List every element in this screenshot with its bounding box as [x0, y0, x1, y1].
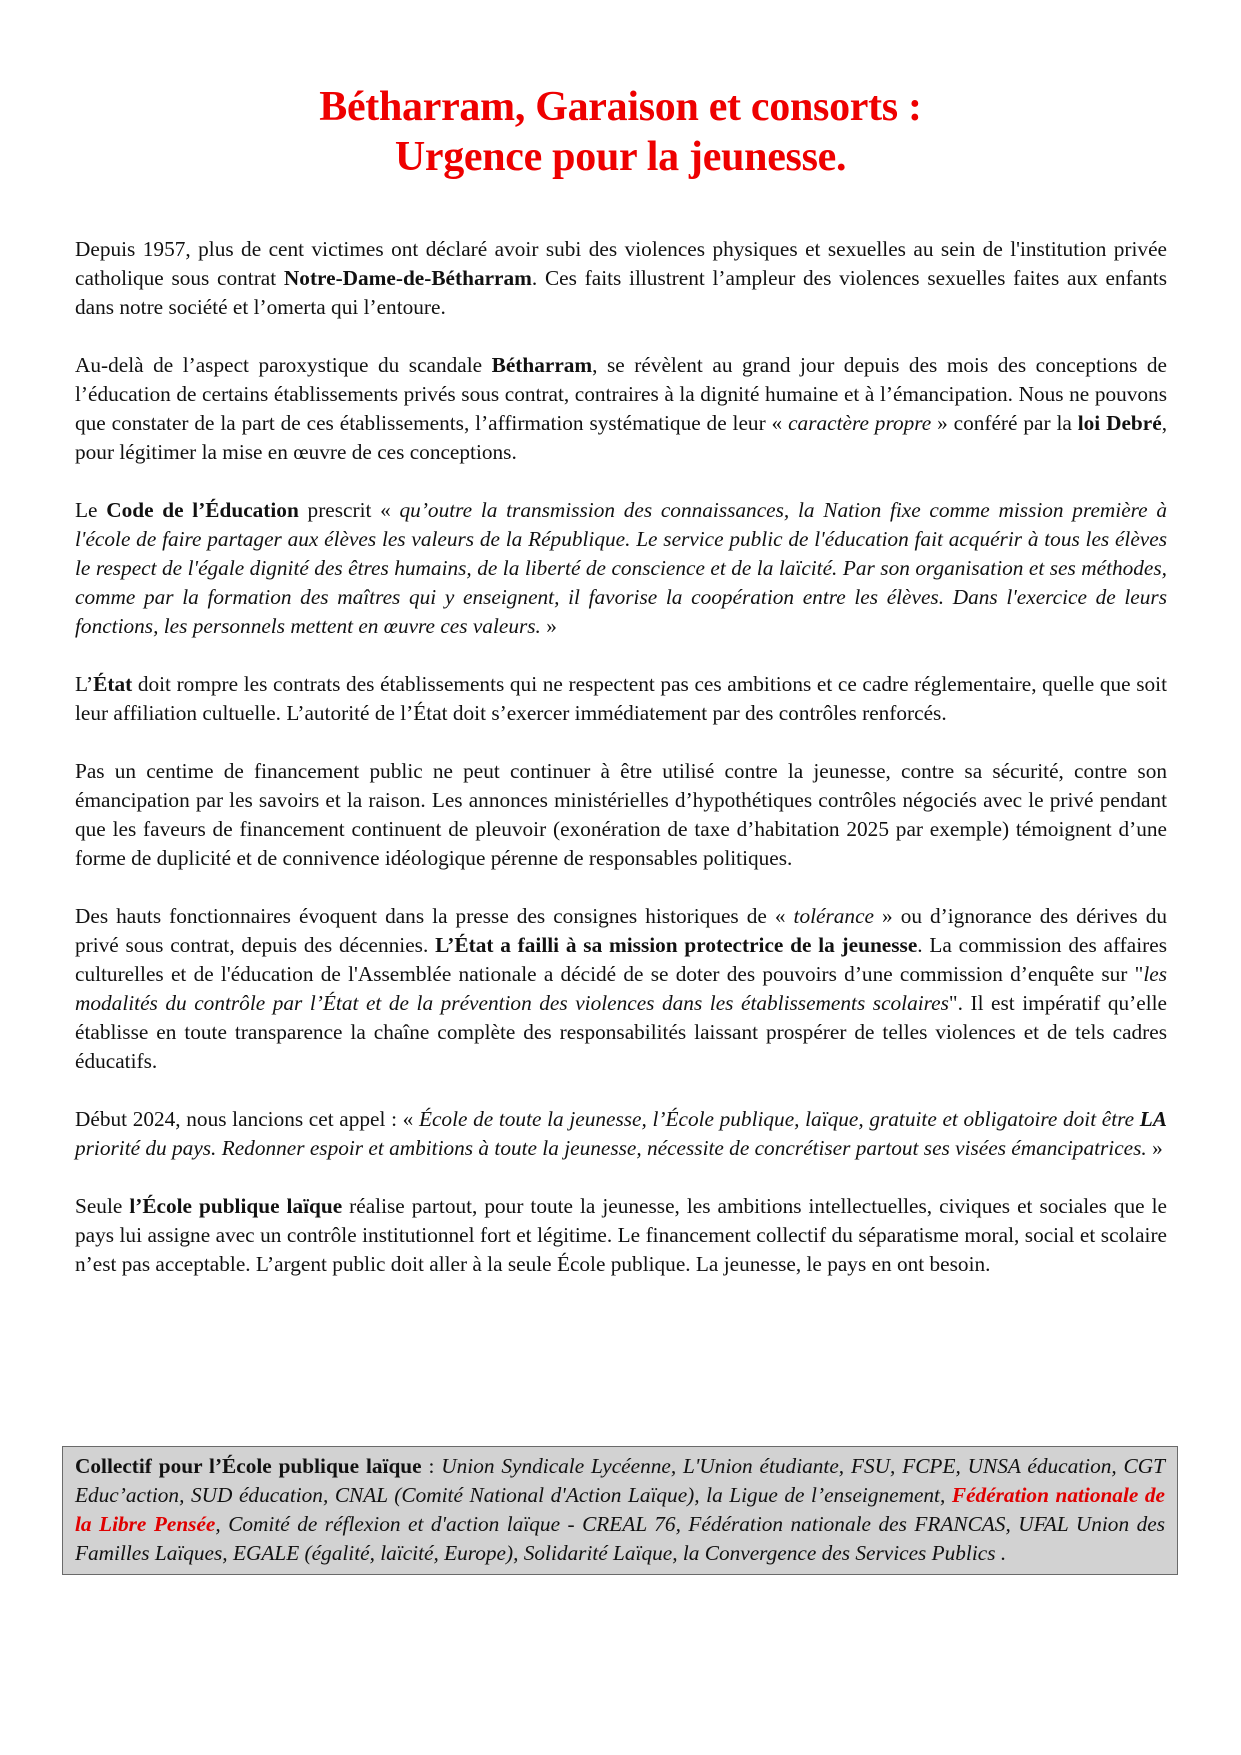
title-line-1: Bétharram, Garaison et consorts :: [319, 84, 922, 130]
quotation-italic: qu’outre la transmission des connaissances, la Nation fixe comme mission première à l'école de faire partager aux élèves les valeurs de la République. Le service public de l'éducation fait acquérir à tous les élèves le respect de l'égale dignité des êtres humains, de la liberté de conscience et de la laïcité. Par son organisation et ses méthodes, comme par la formation des maîtres qui y enseignent, il favorise la coopération entre les élèves. Dans l'exercice de leurs fonctions, les personnels mettent en œuvre ces valeurs.: [75, 498, 1167, 638]
emphasis-bold-italic: LA: [1139, 1107, 1167, 1131]
signatory-highlight: Fédération nationale de la Libre Pensée: [75, 1483, 1166, 1536]
emphasis-bold: loi Debré: [1077, 411, 1162, 435]
text: réalise partout, pour toute la jeunesse, les ambitions intellectuelles, civiques et sociales que le pays lui assigne avec un contrôle institutionnel fort et légitime. Le financement collectif du séparatisme moral, social et scolaire n’est pas acceptable. L’argent public doit aller à la seule École publique. La jeunesse, le pays en ont besoin.: [75, 1194, 1167, 1276]
text: »: [540, 614, 557, 638]
signatories-list: , Comité de réflexion et d'action laïque - CREAL 76, Fédération nationale des FRANCAS, UFAL Union des Familles Laïques, EGALE (égalité, laïcité, Europe), Solidarité Laïque, la Convergence des Services Publics .: [75, 1512, 1165, 1565]
text: »: [1146, 1136, 1163, 1160]
title-line-2: Urgence pour la jeunesse.: [394, 134, 847, 180]
emphasis-bold: État: [93, 672, 133, 696]
emphasis-bold: l’École publique laïque: [129, 1194, 343, 1218]
text: , pour légitimer la mise en œuvre de ces conceptions.: [75, 411, 1168, 464]
text: , se révèlent au grand jour depuis des mois des conceptions de l’éducation de certains établissements privés sous contrat, contraires à la dignité humaine et à l’émancipation. Nous ne pouvons que constater de la part de ces établissements, l’affirmation systématique de leur «: [75, 353, 1167, 435]
paragraph-8: [75, 1192, 1167, 1279]
text: Seule: [75, 1194, 130, 1218]
paragraph-2: [75, 351, 1167, 467]
text: Pas un centime de financement public ne peut continuer à être utilisé contre la jeunesse, contre sa sécurité, contre son émancipation par les savoirs et la raison. Les annonces ministérielles d’hypothétiques contrôles négociés avec le privé pendant que les faveurs de financement continuent de pleuvoir (exonération de taxe d’habitation 2025 par exemple) témoignent d’une forme de duplicité et de connivence idéologique pérenne de responsables politiques.: [75, 759, 1167, 870]
signatories-heading: Collectif pour l’École publique laïque: [75, 1454, 422, 1478]
emphasis-italic: tolérance: [793, 904, 874, 928]
text: L’: [75, 672, 94, 696]
signatories-box: [62, 1446, 1178, 1575]
text: Des hauts fonctionnaires évoquent dans la presse des consignes historiques de «: [75, 904, 794, 928]
text: » conféré par la: [931, 411, 1078, 435]
emphasis-bold: Notre-Dame-de-Bétharram: [283, 266, 532, 290]
emphasis-bold: Bétharram: [491, 353, 593, 377]
text: Depuis 1957, plus de cent victimes ont déclaré avoir subi des violences physiques et sexuelles au sein de l'institution privée catholique sous contrat: [75, 237, 1167, 290]
paragraph-7: [75, 1105, 1167, 1163]
document-body: [75, 235, 1167, 1308]
paragraph-4: [75, 670, 1167, 728]
text: . Ces faits illustrent l’ampleur des violences sexuelles faites aux enfants dans notre société et l’omerta qui l’entoure.: [75, 266, 1167, 319]
text: prescrit «: [298, 498, 400, 522]
quotation-italic: École de toute la jeunesse, l’École publique, laïque, gratuite et obligatoire doit être: [418, 1107, 1140, 1131]
paragraph-6: [75, 902, 1167, 1076]
separator: :: [421, 1454, 442, 1478]
emphasis-italic: les modalités du contrôle par l’État et de la prévention des violences dans les établissements scolaires: [75, 962, 1167, 1015]
paragraph-3: [75, 496, 1167, 641]
emphasis-bold: L’État a failli à sa mission protectrice de la jeunesse: [435, 933, 918, 957]
quotation-italic: priorité du pays. Redonner espoir et ambitions à toute la jeunesse, nécessite de concrétiser partout ses visées émancipatrices.: [75, 1136, 1147, 1160]
text: Début 2024, nous lancions cet appel : «: [75, 1107, 419, 1131]
emphasis-italic: caractère propre: [788, 411, 932, 435]
text: ". Il est impératif qu’elle établisse en toute transparence la chaîne complète des responsabilités laissant prospérer de telles violences et de tels cadres éducatifs.: [75, 991, 1167, 1073]
text: . La commission des affaires culturelles et de l'éducation de l'Assemblée nationale a décidé de se doter des pouvoirs d’une commission d’enquête sur ": [75, 933, 1167, 986]
text: » ou d’ignorance des dérives du privé sous contrat, depuis des décennies.: [75, 904, 1167, 957]
emphasis-bold: Code de l’Éducation: [106, 498, 299, 522]
paragraph-1: [75, 235, 1167, 322]
signatories-list: Union Syndicale Lycéenne, L'Union étudiante, FSU, FCPE, UNSA éducation, CGT Educ’action, SUD éducation, CNAL (Comité National d'Action Laïque), la Ligue de l’enseignement,: [75, 1454, 1165, 1507]
text: Au-delà de l’aspect paroxystique du scandale: [75, 353, 492, 377]
text: Le: [75, 498, 107, 522]
text: doit rompre les contrats des établissements qui ne respectent pas ces ambitions et ce cadre réglementaire, quelle que soit leur affiliation cultuelle. L’autorité de l’État doit s’exercer immédiatement par des contrôles renforcés.: [75, 672, 1167, 725]
paragraph-5: [75, 757, 1167, 873]
document-title: [0, 82, 1241, 182]
